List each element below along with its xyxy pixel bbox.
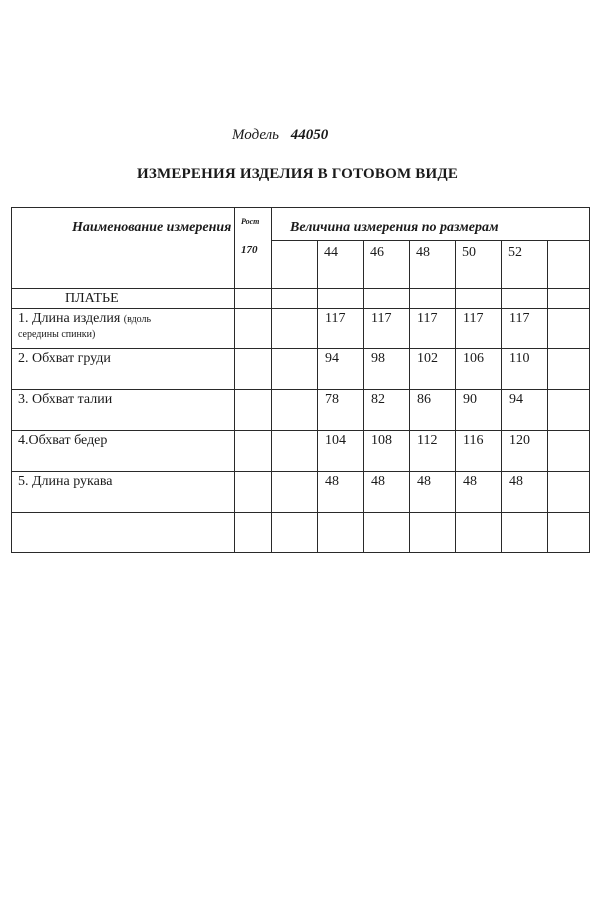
empty-cell bbox=[235, 472, 272, 513]
empty-cell bbox=[548, 431, 590, 472]
empty-cell bbox=[456, 513, 502, 553]
empty-cell bbox=[272, 309, 318, 349]
height-value: 170 bbox=[241, 244, 258, 256]
empty-cell bbox=[235, 349, 272, 390]
section-row bbox=[12, 289, 590, 309]
measurement-name-text: 1. Длина изделия bbox=[18, 311, 121, 326]
value-cell: 117 bbox=[410, 309, 456, 349]
empty-cell bbox=[548, 513, 590, 553]
size-cell: 50 bbox=[456, 241, 502, 289]
header-row-top bbox=[12, 208, 590, 241]
empty-cell bbox=[272, 390, 318, 431]
empty-cell bbox=[235, 309, 272, 349]
value-cell: 112 bbox=[410, 431, 456, 472]
empty-cell bbox=[272, 289, 318, 309]
col-range-header: Величина измерения по размерам bbox=[272, 208, 590, 241]
model-line bbox=[232, 127, 328, 144]
empty-cell bbox=[318, 289, 364, 309]
value-cell: 48 bbox=[364, 472, 410, 513]
empty-cell bbox=[235, 431, 272, 472]
measurement-note-2: середины спинки) bbox=[18, 329, 96, 340]
measurement-name: 4.Обхват бедер bbox=[12, 431, 235, 472]
value-cell: 108 bbox=[364, 431, 410, 472]
value-cell: 86 bbox=[410, 390, 456, 431]
size-cell: 46 bbox=[364, 241, 410, 289]
empty-cell bbox=[502, 289, 548, 309]
size-cell: 52 bbox=[502, 241, 548, 289]
table-row bbox=[12, 472, 590, 513]
empty-cell bbox=[548, 472, 590, 513]
value-cell: 117 bbox=[364, 309, 410, 349]
empty-cell bbox=[235, 289, 272, 309]
value-cell: 48 bbox=[502, 472, 548, 513]
empty-cell bbox=[410, 289, 456, 309]
empty-cell bbox=[12, 513, 235, 553]
size-extra-cell bbox=[548, 241, 590, 289]
value-cell: 90 bbox=[456, 390, 502, 431]
empty-row bbox=[12, 513, 590, 553]
empty-cell bbox=[235, 390, 272, 431]
col-height-header bbox=[235, 208, 272, 289]
size-spacer-cell bbox=[272, 241, 318, 289]
empty-cell bbox=[548, 349, 590, 390]
table-row bbox=[12, 390, 590, 431]
empty-cell bbox=[272, 472, 318, 513]
value-cell: 78 bbox=[318, 390, 364, 431]
value-cell: 104 bbox=[318, 431, 364, 472]
empty-cell bbox=[456, 289, 502, 309]
value-cell: 117 bbox=[318, 309, 364, 349]
col-name-header: Наименование измерения bbox=[12, 208, 235, 289]
model-label: Модель bbox=[232, 127, 280, 143]
measurement-name: 3. Обхват талии bbox=[12, 390, 235, 431]
empty-cell bbox=[502, 513, 548, 553]
empty-cell bbox=[272, 349, 318, 390]
value-cell: 94 bbox=[318, 349, 364, 390]
value-cell: 106 bbox=[456, 349, 502, 390]
table-row bbox=[12, 431, 590, 472]
table-row bbox=[12, 309, 590, 349]
value-cell: 116 bbox=[456, 431, 502, 472]
value-cell: 117 bbox=[502, 309, 548, 349]
empty-cell bbox=[235, 513, 272, 553]
size-cell: 44 bbox=[318, 241, 364, 289]
page-title: ИЗМЕРЕНИЯ ИЗДЕЛИЯ В ГОТОВОМ ВИДЕ bbox=[137, 166, 459, 182]
empty-cell bbox=[272, 431, 318, 472]
measurement-name bbox=[12, 309, 235, 349]
measurements-table bbox=[11, 207, 590, 553]
empty-cell bbox=[548, 289, 590, 309]
value-cell: 110 bbox=[502, 349, 548, 390]
value-cell: 48 bbox=[456, 472, 502, 513]
value-cell: 102 bbox=[410, 349, 456, 390]
empty-cell bbox=[410, 513, 456, 553]
value-cell: 120 bbox=[502, 431, 548, 472]
measurement-note: (вдоль bbox=[123, 314, 152, 325]
height-label: Рост bbox=[241, 217, 260, 226]
value-cell: 48 bbox=[318, 472, 364, 513]
value-cell: 117 bbox=[456, 309, 502, 349]
value-cell: 82 bbox=[364, 390, 410, 431]
empty-cell bbox=[364, 513, 410, 553]
value-cell: 98 bbox=[364, 349, 410, 390]
empty-cell bbox=[548, 309, 590, 349]
measurement-name: 5. Длина рукава bbox=[12, 472, 235, 513]
size-cell: 48 bbox=[410, 241, 456, 289]
measurement-name: 2. Обхват груди bbox=[12, 349, 235, 390]
value-cell: 48 bbox=[410, 472, 456, 513]
empty-cell bbox=[272, 513, 318, 553]
empty-cell bbox=[548, 390, 590, 431]
empty-cell bbox=[318, 513, 364, 553]
table-row bbox=[12, 349, 590, 390]
empty-cell bbox=[364, 289, 410, 309]
section-label: ПЛАТЬЕ bbox=[12, 289, 235, 309]
value-cell: 94 bbox=[502, 390, 548, 431]
model-number: 44050 bbox=[290, 127, 329, 143]
